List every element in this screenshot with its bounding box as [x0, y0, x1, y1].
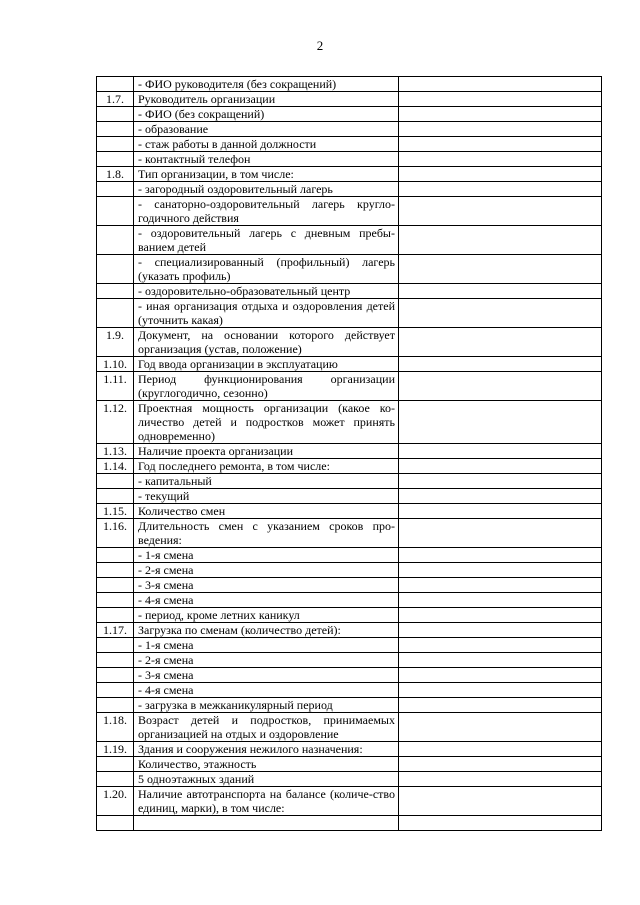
row-value-cell: [399, 698, 602, 713]
row-description: Период функционирования организации (круглогодично, сезонно): [134, 372, 399, 401]
row-description: - капитальный: [134, 474, 399, 489]
row-value-cell: [399, 122, 602, 137]
row-description: - стаж работы в данной должности: [134, 137, 399, 152]
form-table-body: [97, 77, 602, 831]
row-value-cell: [399, 182, 602, 197]
row-value-cell: [399, 638, 602, 653]
row-value-cell: [399, 167, 602, 182]
table-row: [97, 226, 602, 255]
row-number: 1.17.: [97, 623, 134, 638]
row-number: [97, 122, 134, 137]
row-description: - 3-я смена: [134, 578, 399, 593]
row-description: Загрузка по сменам (количество детей):: [134, 623, 399, 638]
page-number: 2: [316, 38, 324, 53]
row-value-cell: [399, 578, 602, 593]
row-number: [97, 578, 134, 593]
table-row: [97, 255, 602, 284]
row-description: - 2-я смена: [134, 653, 399, 668]
table-row: [97, 167, 602, 182]
row-description: Наличие проекта организации: [134, 444, 399, 459]
row-description: Наличие автотранспорта на балансе (количе-ство единиц, марки), в том числе:: [134, 787, 399, 816]
row-number: [97, 284, 134, 299]
table-row: [97, 182, 602, 197]
row-value-cell: [399, 152, 602, 167]
table-row: [97, 152, 602, 167]
row-value-cell: [399, 757, 602, 772]
table-row: [97, 608, 602, 623]
table-row: [97, 653, 602, 668]
table-row: [97, 92, 602, 107]
row-value-cell: [399, 816, 602, 831]
row-description: - период, кроме летних каникул: [134, 608, 399, 623]
row-value-cell: [399, 593, 602, 608]
row-value-cell: [399, 683, 602, 698]
table-row: [97, 563, 602, 578]
row-value-cell: [399, 713, 602, 742]
table-row: [97, 504, 602, 519]
table-row: [97, 357, 602, 372]
row-number: [97, 226, 134, 255]
row-number: [97, 77, 134, 92]
row-value-cell: [399, 299, 602, 328]
row-number: [97, 653, 134, 668]
table-row: [97, 489, 602, 504]
row-number: 1.18.: [97, 713, 134, 742]
row-number: [97, 593, 134, 608]
row-number: [97, 816, 134, 831]
table-row: [97, 742, 602, 757]
row-description: - 4-я смена: [134, 683, 399, 698]
row-number: 1.14.: [97, 459, 134, 474]
row-number: 1.10.: [97, 357, 134, 372]
row-value-cell: [399, 197, 602, 226]
table-row: [97, 787, 602, 816]
row-number: 1.7.: [97, 92, 134, 107]
row-description: - 3-я смена: [134, 668, 399, 683]
row-number: [97, 107, 134, 122]
row-value-cell: [399, 107, 602, 122]
row-description: - оздоровительно-образовательный центр: [134, 284, 399, 299]
table-row: [97, 444, 602, 459]
table-row: [97, 623, 602, 638]
row-description: Возраст детей и подростков, принимаемых организацией на отдых и оздоровление: [134, 713, 399, 742]
row-number: 1.9.: [97, 328, 134, 357]
row-description: Год ввода организации в эксплуатацию: [134, 357, 399, 372]
row-description: - загородный оздоровительный лагерь: [134, 182, 399, 197]
table-row: [97, 328, 602, 357]
row-value-cell: [399, 742, 602, 757]
row-number: [97, 548, 134, 563]
row-description: 5 одноэтажных зданий: [134, 772, 399, 787]
table-row: [97, 578, 602, 593]
table-row: [97, 107, 602, 122]
row-value-cell: [399, 623, 602, 638]
row-value-cell: [399, 548, 602, 563]
row-description: - специализированный (профильный) лагерь (указать профиль): [134, 255, 399, 284]
row-description: - иная организация отдыха и оздоровления детей (уточнить какая): [134, 299, 399, 328]
row-value-cell: [399, 459, 602, 474]
table-row: [97, 548, 602, 563]
table-row: [97, 593, 602, 608]
row-description: - загрузка в межканикулярный период: [134, 698, 399, 713]
row-description: Количество смен: [134, 504, 399, 519]
table-row: [97, 474, 602, 489]
row-value-cell: [399, 77, 602, 92]
row-number: [97, 182, 134, 197]
table-row: [97, 372, 602, 401]
row-description: - санаторно-оздоровительный лагерь кругло-годичного действия: [134, 197, 399, 226]
row-value-cell: [399, 372, 602, 401]
table-row: [97, 401, 602, 444]
row-number: [97, 137, 134, 152]
row-number: 1.8.: [97, 167, 134, 182]
row-description: - 4-я смена: [134, 593, 399, 608]
table-row: [97, 713, 602, 742]
row-number: [97, 152, 134, 167]
table-row: [97, 122, 602, 137]
table-row: [97, 137, 602, 152]
row-value-cell: [399, 255, 602, 284]
row-description: - оздоровительный лагерь с дневным пребы-ванием детей: [134, 226, 399, 255]
table-row: [97, 519, 602, 548]
form-table: [96, 76, 602, 831]
row-number: 1.11.: [97, 372, 134, 401]
row-number: 1.16.: [97, 519, 134, 548]
table-row: [97, 757, 602, 772]
row-description: Тип организации, в том числе:: [134, 167, 399, 182]
row-description: - текущий: [134, 489, 399, 504]
row-value-cell: [399, 504, 602, 519]
row-number: [97, 608, 134, 623]
row-value-cell: [399, 474, 602, 489]
table-row: [97, 284, 602, 299]
row-number: [97, 197, 134, 226]
row-number: 1.20.: [97, 787, 134, 816]
row-value-cell: [399, 563, 602, 578]
row-description: - ФИО руководителя (без сокращений): [134, 77, 399, 92]
row-number: [97, 683, 134, 698]
row-number: [97, 255, 134, 284]
row-number: 1.13.: [97, 444, 134, 459]
row-number: [97, 299, 134, 328]
row-value-cell: [399, 787, 602, 816]
row-number: [97, 668, 134, 683]
row-description: Длительность смен с указанием сроков про-ведения:: [134, 519, 399, 548]
row-value-cell: [399, 653, 602, 668]
row-description: Год последнего ремонта, в том числе:: [134, 459, 399, 474]
row-description: - 2-я смена: [134, 563, 399, 578]
row-description: - 1-я смена: [134, 548, 399, 563]
table-row: [97, 816, 602, 831]
row-description: [134, 816, 399, 831]
row-description: Документ, на основании которого действует организация (устав, положение): [134, 328, 399, 357]
row-value-cell: [399, 401, 602, 444]
row-number: [97, 772, 134, 787]
table-row: [97, 683, 602, 698]
row-number: [97, 563, 134, 578]
row-value-cell: [399, 668, 602, 683]
row-number: 1.15.: [97, 504, 134, 519]
row-number: [97, 474, 134, 489]
row-value-cell: [399, 519, 602, 548]
row-value-cell: [399, 328, 602, 357]
row-value-cell: [399, 444, 602, 459]
table-row: [97, 638, 602, 653]
row-value-cell: [399, 226, 602, 255]
row-description: Руководитель организации: [134, 92, 399, 107]
table-row: [97, 299, 602, 328]
row-number: [97, 489, 134, 504]
row-description: - 1-я смена: [134, 638, 399, 653]
row-value-cell: [399, 608, 602, 623]
table-row: [97, 668, 602, 683]
row-value-cell: [399, 92, 602, 107]
row-value-cell: [399, 489, 602, 504]
row-number: [97, 638, 134, 653]
row-description: Проектная мощность организации (какое ко-личество детей и подростков может принять одновременно): [134, 401, 399, 444]
row-number: 1.19.: [97, 742, 134, 757]
row-description: - ФИО (без сокращений): [134, 107, 399, 122]
row-value-cell: [399, 772, 602, 787]
row-value-cell: [399, 137, 602, 152]
table-row: [97, 77, 602, 92]
table-row: [97, 698, 602, 713]
row-description: - образование: [134, 122, 399, 137]
row-description: - контактный телефон: [134, 152, 399, 167]
row-description: Здания и сооружения нежилого назначения:: [134, 742, 399, 757]
row-number: [97, 757, 134, 772]
table-row: [97, 197, 602, 226]
row-number: [97, 698, 134, 713]
row-value-cell: [399, 357, 602, 372]
table-row: [97, 459, 602, 474]
row-value-cell: [399, 284, 602, 299]
row-description: Количество, этажность: [134, 757, 399, 772]
row-number: 1.12.: [97, 401, 134, 444]
table-row: [97, 772, 602, 787]
